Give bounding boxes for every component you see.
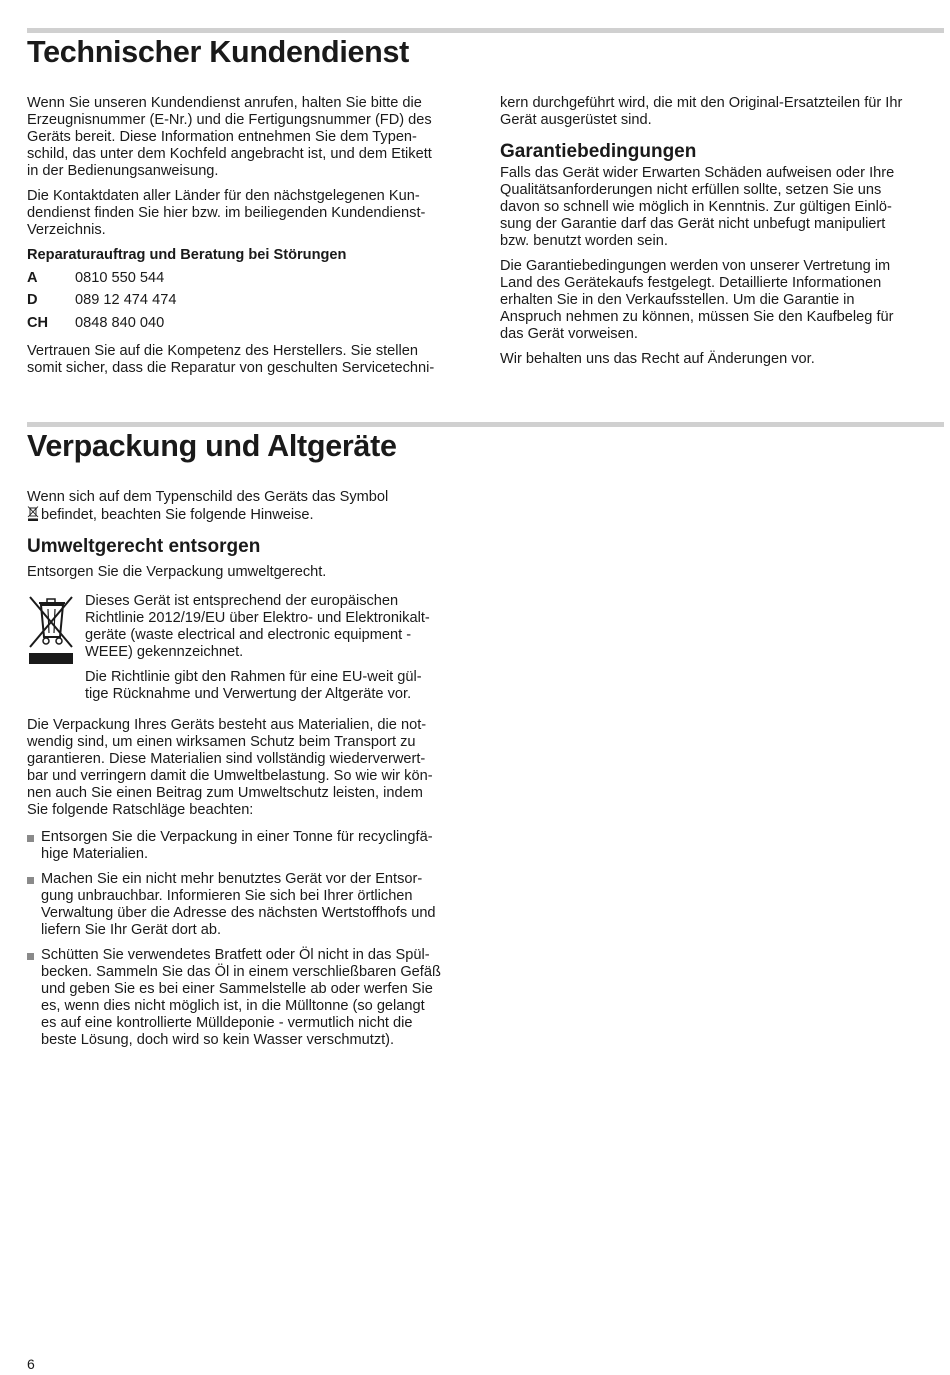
trust-paragraph-continued: kern durchgeführt wird, die mit den Original-Ersatzteilen für Ihr Gerät ausgerüstet sind. bbox=[500, 95, 903, 128]
environment-paragraph: Entsorgen Sie die Verpackung umweltgerecht. bbox=[27, 564, 327, 580]
section-title-customer-service: Technischer Kundendienst bbox=[27, 35, 410, 69]
environment-heading: Umweltgerecht entsorgen bbox=[27, 536, 261, 557]
weee-info-block bbox=[27, 593, 477, 703]
guarantee-paragraph-1: Falls das Gerät wider Erwarten Schäden aufweisen oder Ihre Qualitätsanforderungen nicht erfüllen sollte, setzen Sie uns davon so schnell wie möglich in Kenntnis. Zur gültigen Einlö- sung der Garantie darf das Gerät nicht unbefugt manipuliert bzw. benutzt worden sein. bbox=[500, 165, 895, 249]
list-item: Machen Sie ein nicht mehr benutztes Gerät vor der Entsor- gung unbrauchbar. Informieren Sie sich bei Ihrer örtlichen Verwaltung über die Adresse des nächsten Wertstoffhofs und liefern Sie Ihr Gerät dort ab. bbox=[27, 871, 477, 939]
packaging-intro bbox=[27, 489, 477, 524]
phone-row-switzerland bbox=[27, 312, 477, 335]
phone-number: 089 12 474 474 bbox=[75, 292, 177, 309]
guarantee-heading: Garantiebedingungen bbox=[500, 141, 697, 162]
weee-paragraph-2: Die Richtlinie gibt den Rahmen für eine EU-weit gül- tige Rücknahme und Verwertung der Altgeräte vor. bbox=[85, 669, 422, 702]
list-item: Schütten Sie verwendetes Bratfett oder Öl nicht in das Spül- becken. Sammeln Sie das Öl in einem verschließbaren Gefäß und geben Sie es bei einer Sammelstelle ab oder werfen Sie es, wenn dies nicht möglich ist, in die Mülltonne (so gelangt es auf eine kontrollierte Mülldeponie - vermutlich nicht die beste Lösung, doch wird so kein Wasser verschmutzt). bbox=[27, 947, 477, 1049]
section-divider-middle bbox=[27, 422, 944, 427]
customer-service-intro: Wenn Sie unseren Kundendienst anrufen, halten Sie bitte die Erzeugnisnummer (E-Nr.) und die Fertigungsnummer (FD) des Geräts bereit. Diese Information entnehmen Sie dem Typen- schild, das unter dem Kochfeld angebracht ist, und dem Etikett in der Bedienungsanweisung. bbox=[27, 95, 432, 179]
phone-number: 0810 550 544 bbox=[75, 269, 165, 286]
phone-row-austria bbox=[27, 267, 477, 290]
packaging-column bbox=[27, 489, 477, 1057]
phone-row-germany bbox=[27, 290, 477, 313]
packaging-intro-line-2: befindet, beachten Sie folgende Hinweise. bbox=[41, 507, 314, 523]
guarantee-paragraph-2: Die Garantiebedingungen werden von unserer Vertretung im Land des Gerätekaufs festgelegt. Detaillierte Informationen erhalten Sie in den Verkaufsstellen. Um die Garantie in Anspruch nehmen zu können, müssen Sie den Kaufbeleg für das Gerät vorweisen. bbox=[500, 258, 894, 342]
phone-list bbox=[27, 267, 477, 335]
repair-heading: Reparaturauftrag und Beratung bei Störungen bbox=[27, 247, 347, 263]
list-item: Entsorgen Sie die Verpackung in einer Tonne für recyclingfä- hige Materialien. bbox=[27, 829, 477, 863]
packaging-intro-line-1: Wenn sich auf dem Typenschild des Geräts das Symbol bbox=[27, 489, 389, 505]
phone-number: 0848 840 040 bbox=[75, 314, 165, 331]
packaging-paragraph: Die Verpackung Ihres Geräts besteht aus Materialien, die not- wendig sind, um einen wirksamen Schutz beim Transport zu garantieren. Diese Materialien sind vollständig wiederverwert- bar und verringern damit die Umweltbelastung. So wie wir kön- nen auch Sie einen Beitrag zum Umweltschutz leisten, indem Sie folgende Ratschläge beachten: bbox=[27, 717, 433, 818]
customer-service-right-column bbox=[500, 95, 944, 376]
section-divider-top bbox=[27, 28, 944, 33]
customer-service-left-column bbox=[27, 95, 477, 385]
guarantee-paragraph-3: Wir behalten uns das Recht auf Änderungen vor. bbox=[500, 351, 815, 367]
disposal-tips-list bbox=[27, 829, 477, 1049]
section-title-packaging: Verpackung und Altgeräte bbox=[27, 429, 397, 463]
country-code: D bbox=[27, 292, 38, 309]
country-code: CH bbox=[27, 314, 49, 331]
contact-data-paragraph: Die Kontaktdaten aller Länder für den nächstgelegenen Kun- dendienst finden Sie hier bzw. im beiliegenden Kundendienst- Verzeichnis. bbox=[27, 188, 426, 238]
weee-crossed-bin-icon bbox=[27, 595, 75, 669]
weee-symbol-icon bbox=[27, 506, 39, 521]
country-code: A bbox=[27, 269, 38, 286]
trust-paragraph: Vertrauen Sie auf die Kompetenz des Herstellers. Sie stellen somit sicher, dass die Reparatur von geschulten Servicetechni- bbox=[27, 342, 435, 376]
weee-paragraph-1: Dieses Gerät ist entsprechend der europäischen Richtlinie 2012/19/EU über Elektro- und Elektronikalt- geräte (waste electrical and electronic equipment - WEEE) gekennzeichnet. bbox=[85, 593, 430, 660]
page-number: 6 bbox=[27, 1356, 35, 1372]
